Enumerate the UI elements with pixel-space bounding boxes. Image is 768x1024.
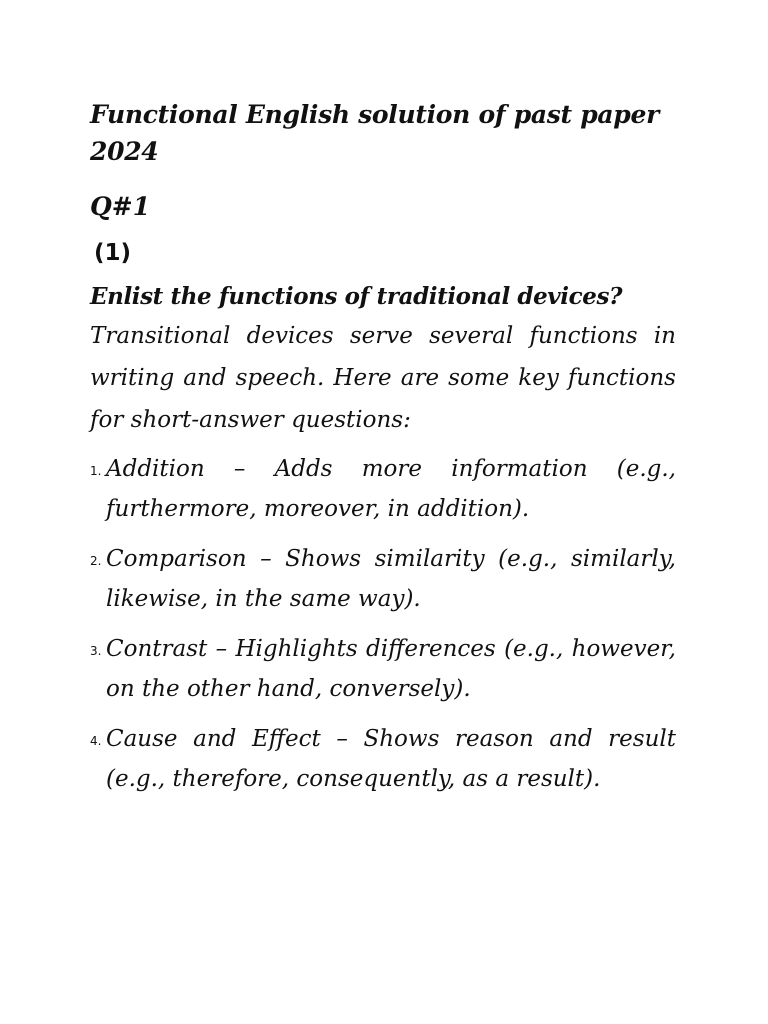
list-item-marker: 1. <box>90 464 102 478</box>
question-text: Enlist the functions of traditional devices? <box>90 283 623 310</box>
question-number: Q#1 <box>90 192 151 221</box>
list-item-marker: 4. <box>90 734 102 748</box>
list-item <box>90 539 676 619</box>
list-item-text: Cause and Effect – Shows reason and result (e.g., therefore, consequently, as a result). <box>106 726 676 792</box>
list-item-marker: 2. <box>90 554 102 568</box>
list-item <box>90 629 676 709</box>
list-item-text: Addition – Adds more information (e.g., furthermore, moreover, in addition). <box>106 456 676 522</box>
list-item-text: Comparison – Shows similarity (e.g., similarly, likewise, in the same way). <box>106 546 676 612</box>
sub-question-number: (1) <box>94 240 132 266</box>
list-item <box>90 449 676 529</box>
document-content <box>90 96 676 809</box>
list-item-marker: 3. <box>90 644 102 658</box>
document-title: Functional English solution of past paper 2024 <box>90 100 659 166</box>
intro-paragraph: Transitional devices serve several functions in writing and speech. Here are some key functions for short-answer questions: <box>90 323 676 433</box>
list-item-text: Contrast – Highlights differences (e.g., however, on the other hand, conversely). <box>106 636 676 702</box>
functions-list <box>90 449 676 799</box>
list-item <box>90 719 676 799</box>
